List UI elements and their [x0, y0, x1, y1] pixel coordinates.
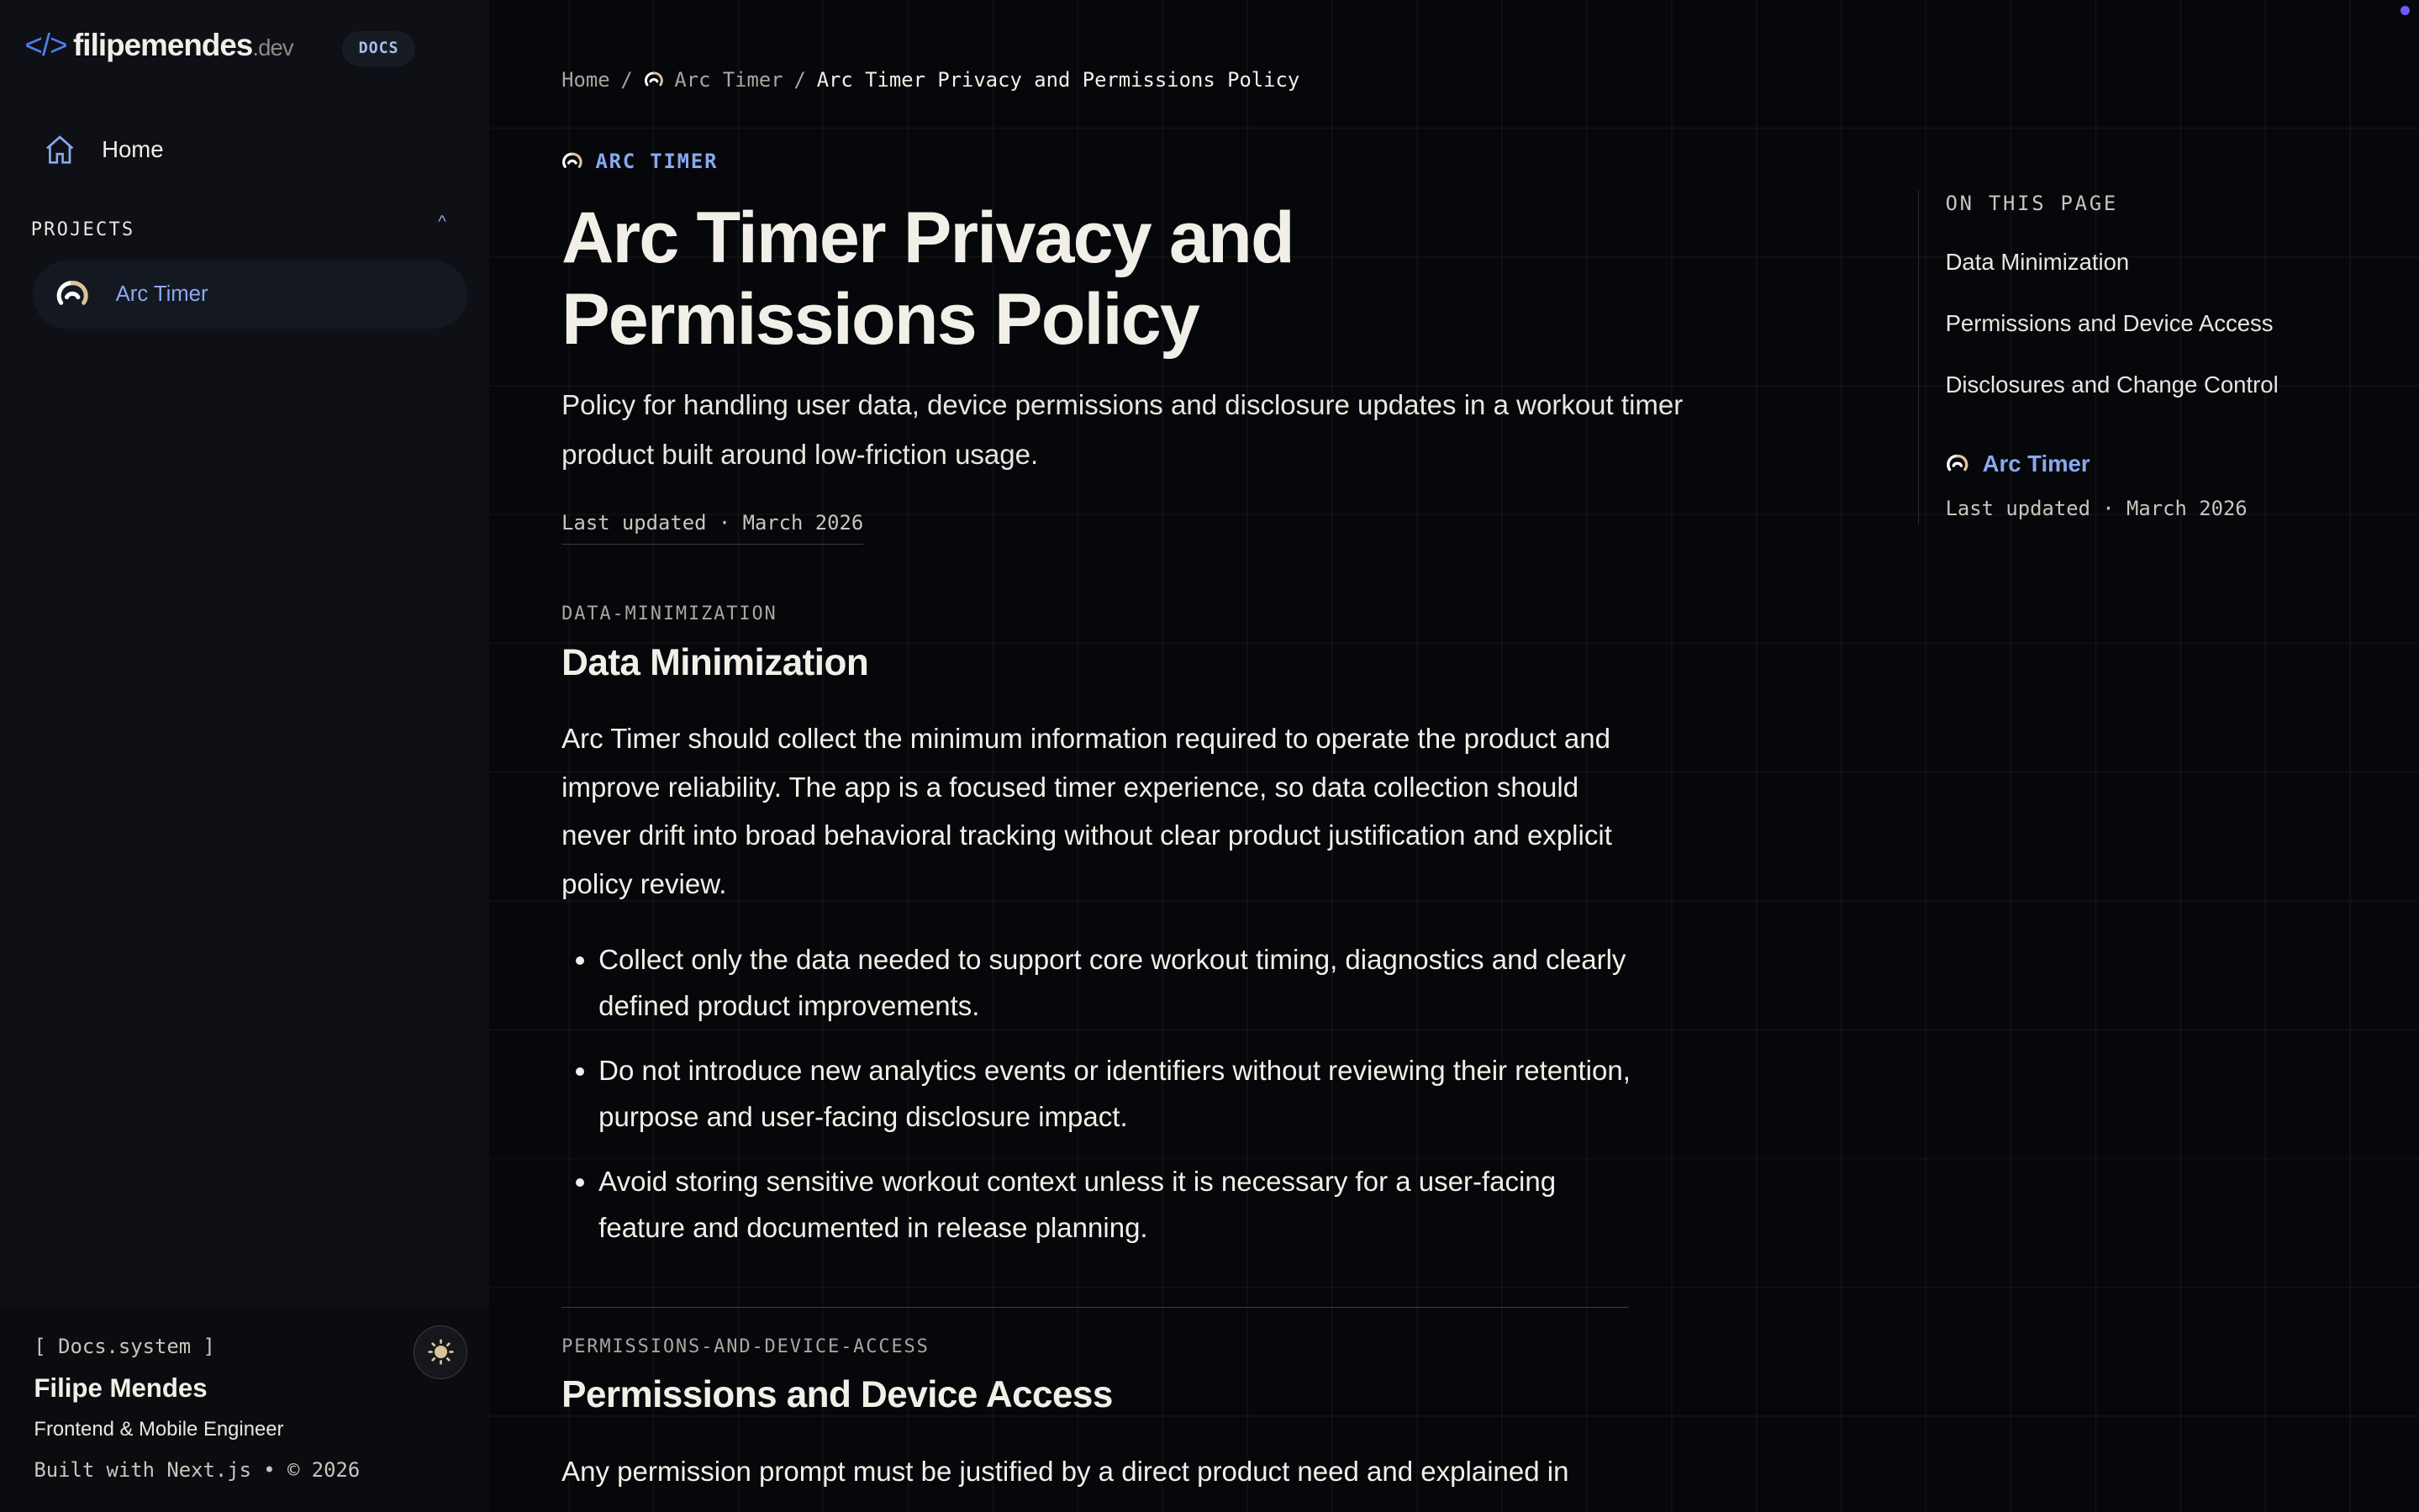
arc-timer-icon: [55, 277, 89, 311]
built-with: Built with Next.js • © 2026: [34, 1457, 361, 1482]
projects-section-label: PROJECTS: [30, 219, 135, 240]
author-name: Filipe Mendes: [34, 1372, 208, 1403]
page-description: Policy for handling user data, device permissions and disclosure updates in a workout timer product built around low-friction usage.: [561, 389, 1684, 471]
section-slug: DATA-MINIMIZATION: [561, 603, 777, 624]
page-title: Arc Timer Privacy and Permissions Policy: [561, 197, 1294, 361]
breadcrumb-separator: /: [620, 67, 633, 92]
arc-timer-icon: [644, 70, 664, 90]
breadcrumb-home[interactable]: Home: [561, 67, 610, 92]
section-paragraph: Any permission prompt must be justified by a direct product need and explained in: [561, 1455, 1569, 1487]
theme-toggle-button[interactable]: [414, 1325, 467, 1379]
brand-tld: .dev: [252, 34, 293, 61]
breadcrumb: [561, 68, 1299, 92]
breadcrumb-current: Arc Timer Privacy and Permissions Policy: [816, 67, 1300, 92]
list-item: • Avoid storing sensitive workout context unless it is necessary for a user-facing feature and documented in release planning.: [598, 1158, 1647, 1251]
section-heading: Data Minimization: [561, 641, 869, 683]
arc-timer-icon: [1946, 452, 1969, 476]
toc-project-link[interactable]: [1946, 450, 2090, 477]
toc-last-updated: Last updated · March 2026: [1945, 497, 2248, 521]
list-item: • Do not introduce new analytics events or identifiers without reviewing their retention, purpose and user-facing disclosure impact.: [598, 1047, 1647, 1140]
bullet-list: [561, 936, 1647, 1269]
toc-item-data-minimization[interactable]: Data Minimization: [1945, 248, 2130, 275]
toc-item-disclosures[interactable]: Disclosures and Change Control: [1945, 371, 2279, 398]
sidebar-item-home[interactable]: [43, 133, 163, 166]
toc-border: [1918, 190, 1919, 524]
sun-icon: [427, 1338, 455, 1366]
sidebar-footer: [0, 1305, 489, 1512]
list-item: • Collect only the data needed to support core workout timing, diagnostics and clearly defined product improvements.: [598, 936, 1647, 1029]
sidebar-item-arc-timer[interactable]: [33, 261, 468, 329]
last-updated: Last updated · March 2026: [561, 511, 863, 545]
toc-title: ON THIS PAGE: [1945, 191, 2118, 215]
home-icon: [43, 133, 76, 166]
toc-project-label: Arc Timer: [1982, 450, 2090, 477]
brand-name: filipemendes: [73, 28, 253, 63]
section-divider: [561, 1307, 1629, 1309]
arc-timer-icon: [561, 150, 583, 172]
system-tag: [ Docs.system ]: [34, 1334, 215, 1358]
kicker-label: ARC TIMER: [595, 150, 719, 174]
sidebar: [0, 0, 489, 1512]
author-role: Frontend & Mobile Engineer: [34, 1417, 284, 1441]
breadcrumb-project[interactable]: Arc Timer: [674, 67, 783, 92]
section-paragraph: Arc Timer should collect the minimum information required to operate the product and improve reliability. The app is a focused timer experience, so data collection should never drift into broad behavioral tracking without clear product justification and explicit policy review.: [561, 722, 1612, 900]
docs-badge: DOCS: [342, 31, 414, 66]
project-kicker[interactable]: [561, 150, 718, 173]
toc-item-permissions[interactable]: Permissions and Device Access: [1945, 309, 2274, 336]
code-icon: </>: [24, 28, 67, 63]
chevron-up-icon[interactable]: ^: [438, 213, 446, 232]
section-slug: PERMISSIONS-AND-DEVICE-ACCESS: [561, 1336, 930, 1357]
brand-logo[interactable]: [24, 28, 292, 63]
home-label: Home: [102, 136, 164, 163]
breadcrumb-separator: /: [793, 67, 806, 92]
section-heading: Permissions and Device Access: [561, 1374, 1113, 1416]
project-label: Arc Timer: [115, 282, 208, 307]
